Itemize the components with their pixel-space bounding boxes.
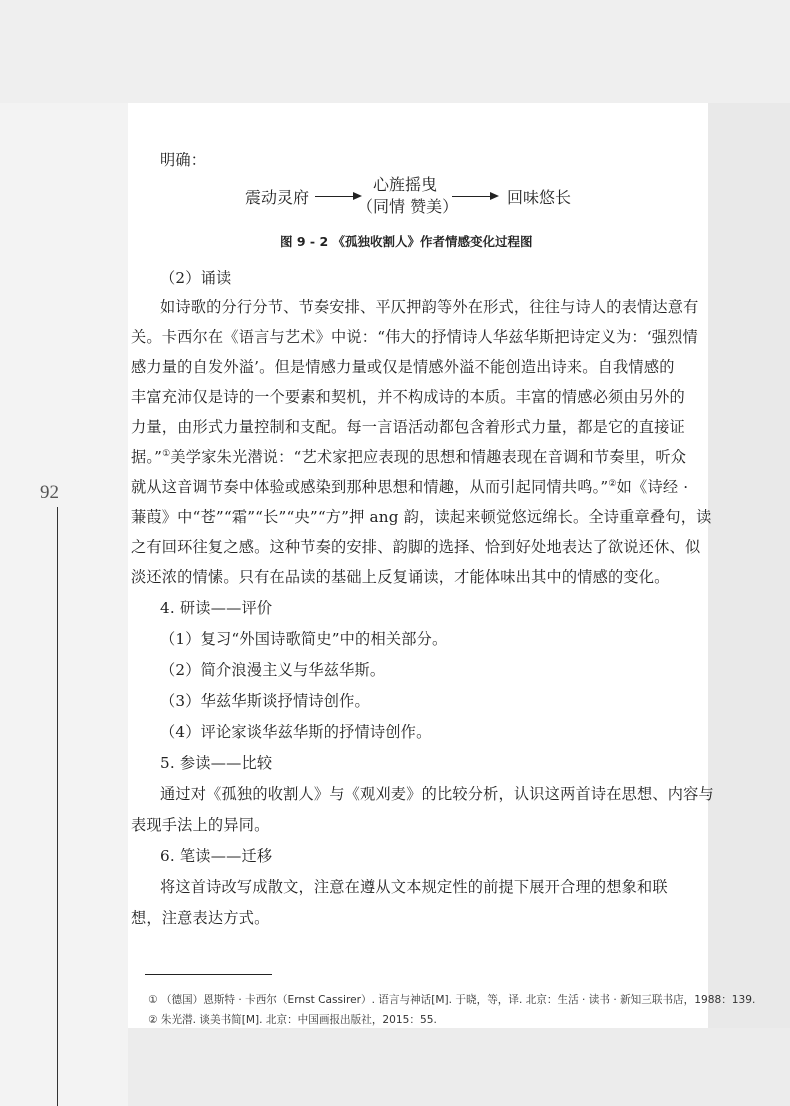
section-2-heading: （2）诵读 [160, 269, 232, 287]
diagram-node-end: 回味悠长 [507, 188, 572, 207]
paragraph-line: 淡还浓的情愫。只有在品读的基础上反复诵读，才能体味出其中的情感的变化。 [131, 568, 670, 586]
emotion-flow-diagram [245, 172, 575, 220]
footnote-ref-2: ② [608, 478, 617, 489]
footnote-ref-1: ① [162, 448, 171, 459]
scan-background-top [0, 0, 790, 103]
paragraph-line: 蒹葭》中“苍”“霜”“长”“央”“方”押 ang 韵，读起来顿觉悠远绵长。全诗重章叠句，读 [131, 508, 712, 526]
scan-background-left [0, 103, 128, 1106]
paragraph-text: 如《诗经 · [616, 478, 689, 496]
paragraph-text: 据。” [131, 448, 163, 466]
paragraph-line: 力量，由形式力量控制和支配。每一言语活动都包含着形式力量，都是它的直接证 [131, 418, 685, 436]
paragraph-line: 将这首诗改写成散文，注意在遵从文本规定性的前提下展开合理的想象和联 [160, 878, 668, 896]
list-item: （1）复习“外国诗歌简史”中的相关部分。 [160, 630, 448, 648]
section-5-heading: 5. 参读——比较 [160, 754, 273, 772]
paragraph-line [131, 447, 686, 467]
paragraph-line: 想，注意表达方式。 [131, 909, 270, 927]
paragraph-line: 丰富充沛仅是诗的一个要素和契机，并不构成诗的本质。丰富的情感必须由另外的 [131, 388, 685, 406]
section-6-heading: 6. 笔读——迁移 [160, 847, 273, 865]
intro-label: 明确： [160, 151, 207, 169]
diagram-node-middle-note: （同情 赞美） [357, 197, 459, 216]
footnote-divider [145, 974, 272, 975]
diagram-arrow-2-line [452, 196, 492, 197]
paragraph-line: 关。卡西尔在《语言与艺术》中说：“伟大的抒情诗人华兹华斯把诗定义为：‘强烈情 [131, 328, 698, 346]
footnote-1: ① （德国）恩斯特 · 卡西尔（Ernst Cassirer）. 语言与神话[M]. 于晓，等，译. 北京：生活 · 读书 · 新知三联书店，1988：139. [148, 994, 756, 1006]
paragraph-line: 之有回环往复之感。这种节奏的安排、韵脚的选择、恰到好处地表达了欲说还休、似 [131, 538, 701, 556]
figure-caption: 图 9 - 2 《孤独收割人》作者情感变化过程图 [280, 234, 533, 249]
diagram-node-start: 震动灵府 [245, 188, 310, 207]
diagram-node-middle: 心旌摇曳 [373, 175, 438, 194]
paragraph-text: 美学家朱光潜说：“艺术家把应表现的思想和情趣表现在音调和节奏里，听众 [170, 448, 687, 466]
list-item: （4）评论家谈华兹华斯的抒情诗创作。 [160, 723, 432, 741]
paragraph-line [131, 477, 688, 497]
paragraph-text: 就从这音调节奏中体验或感染到那种思想和情趣，从而引起同情共鸣。” [131, 478, 609, 496]
list-item: （3）华兹华斯谈抒情诗创作。 [160, 692, 370, 710]
section-4-heading: 4. 研读——评价 [160, 599, 273, 617]
page-number: 92 [40, 482, 59, 503]
paragraph-line: 表现手法上的异同。 [131, 816, 270, 834]
scan-background-bottom [128, 1028, 790, 1106]
footnote-2: ② 朱光潜. 谈美书简[M]. 北京：中国画报出版社，2015：55. [148, 1014, 437, 1026]
paragraph-line: 通过对《孤独的收割人》与《观刈麦》的比较分析，认识这两首诗在思想、内容与 [160, 785, 714, 803]
diagram-arrow-1-line [315, 196, 355, 197]
list-item: （2）简介浪漫主义与华兹华斯。 [160, 661, 386, 679]
diagram-arrow-2-head [490, 192, 499, 200]
paragraph-line: 感力量的自发外溢’。但是情感力量或仅是情感外溢不能创造出诗来。自我情感的 [131, 358, 675, 376]
scan-background-right [708, 103, 790, 1028]
margin-rule [57, 507, 58, 1106]
paragraph-line: 如诗歌的分行分节、节奏安排、平仄押韵等外在形式，往往与诗人的表情达意有 [160, 298, 699, 316]
